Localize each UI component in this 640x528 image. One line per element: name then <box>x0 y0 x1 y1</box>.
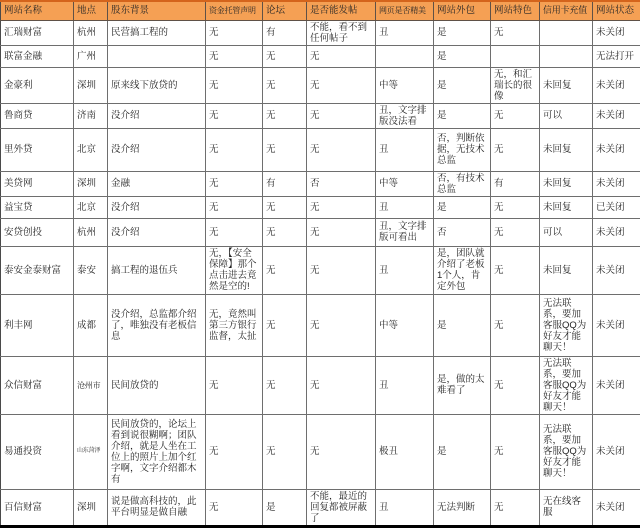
column-header[interactable]: 网站名称 <box>1 1 74 20</box>
table-cell[interactable]: 无 <box>491 128 540 171</box>
table-cell[interactable]: 可以 <box>540 218 593 246</box>
table-cell[interactable]: 极丑 <box>376 414 434 489</box>
table-cell[interactable]: 没介绍，总监都介绍了，唯独没有老板信息 <box>108 294 206 356</box>
table-row <box>1 67 640 103</box>
table-cell[interactable]: 丑 <box>376 128 434 171</box>
table-row <box>1 20 640 45</box>
table-cell[interactable]: 民间放贷的 <box>108 356 206 414</box>
table-cell[interactable]: 未关闭 <box>593 356 640 414</box>
table-cell[interactable] <box>108 45 206 67</box>
table-cell[interactable]: 无 <box>307 196 376 218</box>
table-cell[interactable]: 里外贷 <box>1 128 74 171</box>
table-cell[interactable]: 济南 <box>74 103 108 128</box>
table-cell[interactable]: 有 <box>263 171 307 196</box>
table-cell[interactable]: 无 <box>307 103 376 128</box>
table-cell[interactable]: 鲁商贷 <box>1 103 74 128</box>
table-cell[interactable]: 无，和汇瑞长的很像 <box>491 67 540 103</box>
table-cell[interactable]: 中等 <box>376 67 434 103</box>
table-cell[interactable]: 无 <box>307 128 376 171</box>
table-cell[interactable]: 丑 <box>376 20 434 45</box>
table-row <box>1 171 640 196</box>
table-cell[interactable]: 丑 <box>376 196 434 218</box>
table-cell[interactable]: 深圳 <box>74 171 108 196</box>
table-cell[interactable]: 有 <box>263 20 307 45</box>
table-cell[interactable]: 无 <box>206 67 263 103</box>
table-cell[interactable]: 没介绍 <box>108 103 206 128</box>
table-cell[interactable]: 无 <box>307 67 376 103</box>
table-cell[interactable]: 无 <box>206 414 263 489</box>
table-cell[interactable]: 金融 <box>108 171 206 196</box>
table-cell[interactable]: 北京 <box>74 196 108 218</box>
table-cell[interactable]: 有 <box>491 171 540 196</box>
table-cell[interactable]: 美贷网 <box>1 171 74 196</box>
table-cell[interactable]: 杭州 <box>74 20 108 45</box>
table-cell[interactable]: 无 <box>206 196 263 218</box>
table-cell[interactable]: 无法联系，要加客服QQ为好友才能聊天！ <box>540 294 593 356</box>
table-cell[interactable]: 百信财富 <box>1 489 74 526</box>
table-cell[interactable]: 是 <box>263 489 307 526</box>
table-cell[interactable]: 中等 <box>376 294 434 356</box>
table-cell[interactable]: 无 <box>307 246 376 294</box>
table-cell[interactable]: 无法联系，要加客服QQ为好友才能聊天！ <box>540 414 593 489</box>
table-cell[interactable]: 泰安金泰财富 <box>1 246 74 294</box>
table-cell[interactable] <box>376 45 434 67</box>
table-cell[interactable]: 无法判断 <box>434 489 491 526</box>
table-cell[interactable]: 联富金融 <box>1 45 74 67</box>
table-cell[interactable]: 无 <box>263 67 307 103</box>
table-cell[interactable]: 沧州市 <box>74 356 108 414</box>
table-cell[interactable]: 是，做的太难看了 <box>434 356 491 414</box>
table-cell[interactable]: 众信财富 <box>1 356 74 414</box>
table-cell[interactable]: 是，团队就 介绍了老板1个人，肯定外包 <box>434 246 491 294</box>
table-cell[interactable]: 无 <box>263 294 307 356</box>
table-cell[interactable]: 未关闭 <box>593 414 640 489</box>
table-cell[interactable]: 是 <box>434 414 491 489</box>
table-cell[interactable] <box>540 20 593 45</box>
table-cell[interactable]: 无 <box>307 218 376 246</box>
table-row <box>1 128 640 171</box>
table-cell[interactable]: 无 <box>206 356 263 414</box>
table-cell[interactable]: 无 <box>263 196 307 218</box>
table-row <box>1 414 640 489</box>
table-cell[interactable]: 丑，文字排版可看出 <box>376 218 434 246</box>
table-cell[interactable]: 山东菏泽 <box>74 414 108 489</box>
table-cell[interactable]: 是 <box>434 67 491 103</box>
column-header[interactable]: 是否能发帖 <box>307 1 376 20</box>
table-cell[interactable]: 无 <box>491 356 540 414</box>
column-header[interactable]: 网站特色 <box>491 1 540 20</box>
table-cell[interactable]: 没介绍 <box>108 218 206 246</box>
column-header[interactable]: 网站状态 <box>593 1 640 20</box>
table-row <box>1 356 640 414</box>
column-header[interactable]: 信用卡充值 <box>540 1 593 20</box>
table-cell[interactable]: 未关闭 <box>593 171 640 196</box>
table-cell[interactable]: 无 <box>307 45 376 67</box>
table-cell[interactable]: 未回复 <box>540 196 593 218</box>
table-cell[interactable]: 民间放贷的，论坛上看到说很糊啊；团队介绍，就是人坐在工位上的照片上加个红字啊，文字介绍都木有 <box>108 414 206 489</box>
table-cell[interactable]: 是 <box>434 294 491 356</box>
table-cell[interactable]: 未关闭 <box>593 67 640 103</box>
table-row <box>1 294 640 356</box>
table-cell[interactable]: 否，有技术总监 <box>434 171 491 196</box>
table-cell[interactable]: 成都 <box>74 294 108 356</box>
table-cell[interactable]: 深圳 <box>74 489 108 526</box>
column-header[interactable]: 地点 <box>74 1 108 20</box>
column-header[interactable]: 资金托管声明 <box>206 1 263 20</box>
table-cell[interactable]: 无 <box>263 246 307 294</box>
table-cell[interactable] <box>540 45 593 67</box>
table-cell[interactable]: 利丰网 <box>1 294 74 356</box>
table-cell[interactable]: 无法打开 <box>593 45 640 67</box>
table-cell[interactable]: 安贷创投 <box>1 218 74 246</box>
table-cell[interactable]: 已关闭 <box>593 196 640 218</box>
table-cell[interactable]: 无法联系，要加客服QQ为好友才能聊天！ <box>540 356 593 414</box>
table-cell[interactable]: 无 <box>263 128 307 171</box>
table-cell[interactable]: 可以 <box>540 103 593 128</box>
table-cell[interactable]: 未关闭 <box>593 218 640 246</box>
table-cell[interactable]: 泰安 <box>74 246 108 294</box>
table-cell[interactable]: 无 <box>491 294 540 356</box>
table-cell[interactable] <box>491 45 540 67</box>
table-cell[interactable]: 杭州 <box>74 218 108 246</box>
table-cell[interactable]: 是 <box>434 45 491 67</box>
table-body <box>1 20 640 526</box>
table-cell[interactable]: 无 <box>263 356 307 414</box>
table-cell[interactable]: 无 <box>206 128 263 171</box>
table-cell[interactable]: 无 <box>263 414 307 489</box>
column-header[interactable]: 网站外包 <box>434 1 491 20</box>
table-cell[interactable]: 没介绍 <box>108 128 206 171</box>
table-cell[interactable]: 无 <box>206 218 263 246</box>
table-cell[interactable]: 无 <box>491 103 540 128</box>
table-cell[interactable]: 无，【安全保障】那个点击进去竟然是空的! <box>206 246 263 294</box>
table-cell[interactable]: 无在线客服 <box>540 489 593 526</box>
table-cell[interactable]: 未回复 <box>540 246 593 294</box>
table-cell[interactable]: 否 <box>307 171 376 196</box>
table-cell[interactable]: 原来线下放贷的 <box>108 67 206 103</box>
table-cell[interactable]: 未回复 <box>540 67 593 103</box>
table-cell[interactable]: 未关闭 <box>593 128 640 171</box>
table-row <box>1 218 640 246</box>
table-cell[interactable]: 无，竟然叫第三方银行监督，太扯 <box>206 294 263 356</box>
table-cell[interactable]: 无 <box>491 196 540 218</box>
header-row <box>1 1 640 20</box>
table-cell[interactable]: 无 <box>491 218 540 246</box>
table-row <box>1 246 640 294</box>
table-cell[interactable]: 丑 <box>376 246 434 294</box>
column-header[interactable]: 网页是否精美 <box>376 1 434 20</box>
table-cell[interactable]: 无 <box>206 103 263 128</box>
table-cell[interactable]: 搞工程的退伍兵 <box>108 246 206 294</box>
table-row <box>1 196 640 218</box>
table-cell[interactable]: 易通投资 <box>1 414 74 489</box>
table-cell[interactable]: 无 <box>491 20 540 45</box>
table-row <box>1 45 640 67</box>
table-row <box>1 489 640 526</box>
table-cell[interactable]: 不能，最近的回复都被屏蔽了 <box>307 489 376 526</box>
column-header[interactable]: 股东背景 <box>108 1 206 20</box>
table-cell[interactable]: 说是做高科技的，此平台明显是做自融 <box>108 489 206 526</box>
table-cell[interactable]: 未关闭 <box>593 489 640 526</box>
table-cell[interactable]: 无 <box>491 414 540 489</box>
table-cell[interactable]: 无 <box>206 20 263 45</box>
table-cell[interactable]: 无 <box>263 103 307 128</box>
table-cell[interactable]: 民营搞工程的 <box>108 20 206 45</box>
table-cell[interactable]: 未回复 <box>540 128 593 171</box>
table-cell[interactable]: 否 <box>434 218 491 246</box>
table-cell[interactable]: 无 <box>491 246 540 294</box>
table-cell[interactable]: 无 <box>206 171 263 196</box>
table-cell[interactable]: 是 <box>434 103 491 128</box>
table-cell[interactable]: 丑 <box>376 489 434 526</box>
table-cell[interactable]: 深圳 <box>74 67 108 103</box>
table-cell[interactable]: 未关闭 <box>593 246 640 294</box>
table-cell[interactable]: 是 <box>434 196 491 218</box>
table-cell[interactable]: 广州 <box>74 45 108 67</box>
table-cell[interactable]: 否，判断依据，无技术总监 <box>434 128 491 171</box>
table-cell[interactable]: 无 <box>307 294 376 356</box>
table-cell[interactable]: 丑 <box>376 356 434 414</box>
table-cell[interactable]: 无 <box>263 45 307 67</box>
table-cell[interactable]: 汇瑞财富 <box>1 20 74 45</box>
table-row <box>1 103 640 128</box>
table-cell[interactable]: 无 <box>206 489 263 526</box>
column-header[interactable]: 论坛 <box>263 1 307 20</box>
table-cell[interactable]: 没介绍 <box>108 196 206 218</box>
table-cell[interactable]: 未关闭 <box>593 294 640 356</box>
table-cell[interactable]: 益宝贷 <box>1 196 74 218</box>
table-cell[interactable]: 是 <box>434 20 491 45</box>
table-cell[interactable]: 丑，文字排版没法看 <box>376 103 434 128</box>
table-cell[interactable]: 无 <box>206 45 263 67</box>
table-cell[interactable]: 未回复 <box>540 171 593 196</box>
table-cell[interactable]: 无 <box>307 356 376 414</box>
table-cell[interactable]: 无 <box>491 489 540 526</box>
table-cell[interactable]: 北京 <box>74 128 108 171</box>
table-cell[interactable]: 未关闭 <box>593 103 640 128</box>
table-cell[interactable]: 中等 <box>376 171 434 196</box>
table-cell[interactable]: 不能，看不到任何帖子 <box>307 20 376 45</box>
table-cell[interactable]: 未关闭 <box>593 20 640 45</box>
table-cell[interactable]: 金豪利 <box>1 67 74 103</box>
table-cell[interactable]: 无 <box>307 414 376 489</box>
table-cell[interactable]: 无 <box>263 218 307 246</box>
